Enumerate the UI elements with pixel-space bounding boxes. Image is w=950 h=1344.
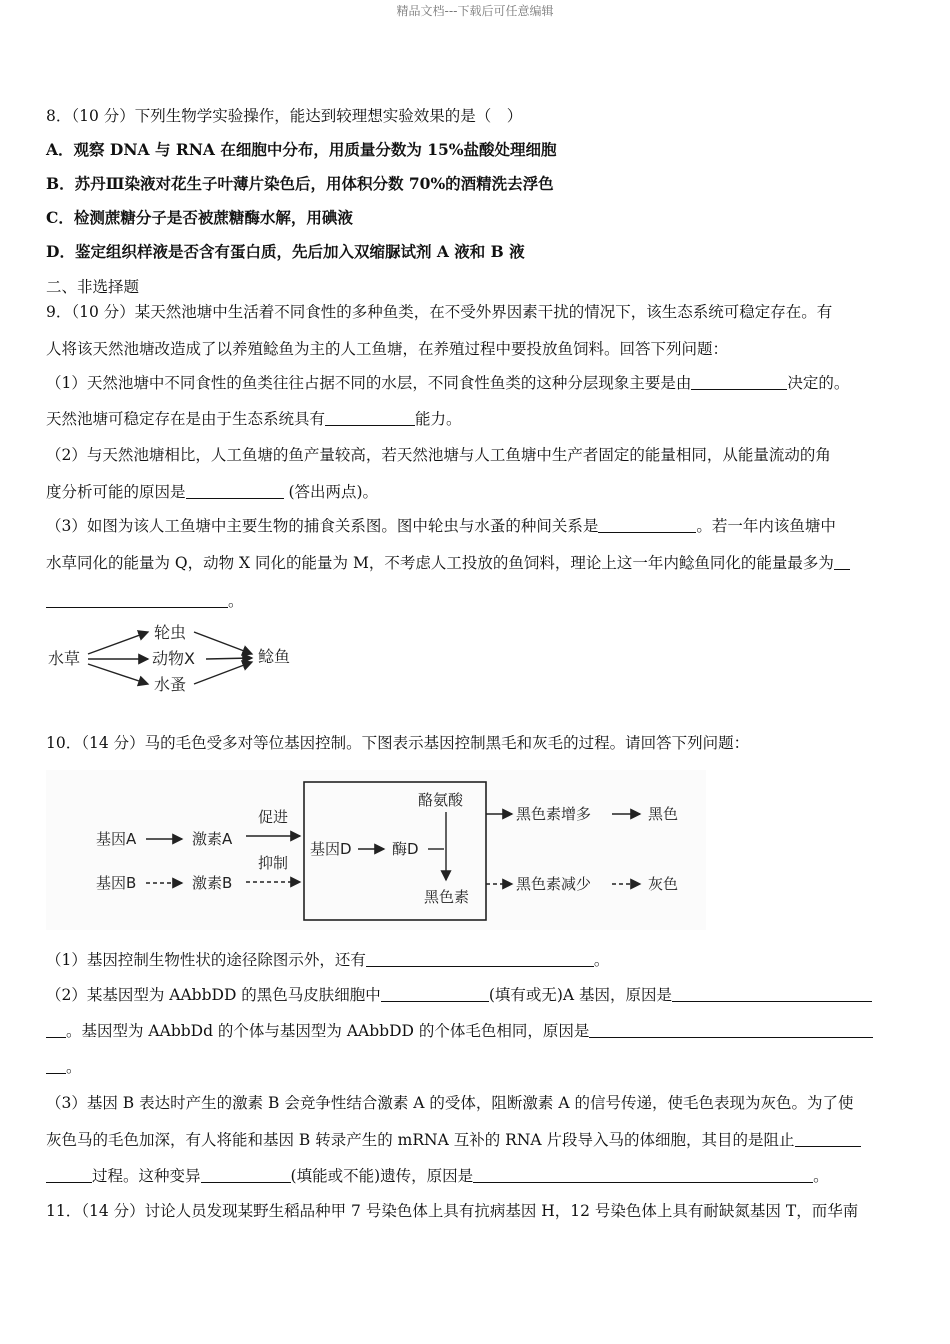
answer-blank[interactable] xyxy=(691,374,787,390)
q9-line-9 xyxy=(46,589,244,611)
arrow-plant-rotifer xyxy=(88,632,148,654)
diagram-background xyxy=(46,770,706,930)
answer-blank[interactable] xyxy=(381,986,489,1002)
gene-a-label: 基因A xyxy=(96,830,137,848)
node-daphnia: 水蚤 xyxy=(154,675,187,694)
answer-blank[interactable] xyxy=(186,483,284,499)
q10-line-3 xyxy=(46,1019,873,1041)
q9-line-6 xyxy=(46,480,378,502)
arrow-animal-x-catfish xyxy=(206,658,252,659)
answer-blank[interactable] xyxy=(795,1131,861,1147)
tyrosine-label: 酪氨酸 xyxy=(418,791,464,809)
q10-p3b-mid: (填能或不能)遗传，原因是 xyxy=(290,1167,474,1185)
answer-blank[interactable] xyxy=(834,554,850,570)
q10-line-1 xyxy=(46,948,609,970)
answer-blank[interactable] xyxy=(473,1167,813,1183)
answer-blank[interactable] xyxy=(46,592,228,608)
q8-option-b: B．苏丹Ⅲ染液对花生子叶薄片染色后，用体积分数 70%的酒精洗去浮色 xyxy=(46,174,554,193)
promote-label: 促进 xyxy=(258,808,289,826)
answer-blank[interactable] xyxy=(46,1058,66,1074)
answer-blank[interactable] xyxy=(366,951,594,967)
q10-stem: 10．（14 分）马的毛色受多对等位基因控制。下图表示基因控制黑毛和灰毛的过程。请回答下列问题： xyxy=(46,734,750,752)
q9-p3-tail: 。若一年内该鱼塘中 xyxy=(696,517,836,535)
answer-blank[interactable] xyxy=(325,410,415,426)
q10-p2b-text: 。基因型为 AAbbDd 的个体与基因型为 AAbbDD 的个体毛色相同，原因是 xyxy=(66,1022,590,1040)
section-title: 二、非选择题 xyxy=(46,278,140,296)
q9-line-1: 9．（10 分）某天然池塘中生活着不同食性的多种鱼类，在不受外界因素干扰的情况下，该生态系统可稳定存在。有 xyxy=(46,303,833,321)
q10-p2-mid: (填有或无)A 基因，原因是 xyxy=(488,986,673,1004)
node-water-plant: 水草 xyxy=(48,649,81,668)
q9-p3b-text: 水草同化的能量为 Q，动物 X 同化的能量为 M，不考虑人工投放的鱼饲料，理论上这一年内鲶鱼同化的能量最多为 xyxy=(46,554,834,572)
q10-p2b-tail: 。 xyxy=(66,1058,82,1076)
node-animal-x: 动物X xyxy=(152,649,195,668)
q10-line-2 xyxy=(46,983,872,1005)
q8-option-c: C．检测蔗糖分子是否被蔗糖酶水解，用碘液 xyxy=(46,208,353,227)
node-catfish: 鲶鱼 xyxy=(258,647,291,666)
q10-line-4 xyxy=(46,1055,82,1077)
more-melanin-label: 黑色素增多 xyxy=(516,805,592,823)
answer-blank[interactable] xyxy=(672,986,872,1002)
q8-stem: 8．（10 分）下列生物学实验操作，能达到较理想实验效果的是（ ） xyxy=(46,107,523,125)
q9-line-2: 人将该天然池塘改造成了以养殖鲶鱼为主的人工鱼塘，在养殖过程中要投放鱼饲料。回答下列问题： xyxy=(46,340,729,358)
q10-p1-text: （1）基因控制生物性状的途径除图示外，还有 xyxy=(46,951,366,969)
answer-blank[interactable] xyxy=(201,1167,291,1183)
arrow-plant-daphnia xyxy=(88,664,148,684)
q10-p3-text: 灰色马的毛色加深，有人将能和基因 B 转录产生的 mRNA 互补的 RNA 片段导入马的体细胞，其目的是阻止 xyxy=(46,1131,795,1149)
q9-line-4 xyxy=(46,407,462,429)
q9-p3b-tail: 。 xyxy=(228,592,244,610)
page-watermark: 精品文档---下载后可任意编辑 xyxy=(396,4,554,18)
node-rotifer: 轮虫 xyxy=(154,623,187,642)
q10-line-7 xyxy=(46,1164,829,1186)
answer-blank[interactable] xyxy=(46,1167,92,1183)
q10-p3b-text: 过程。这种变异 xyxy=(92,1167,201,1185)
q10-p1-tail: 。 xyxy=(593,951,610,969)
gray-label: 灰色 xyxy=(648,875,679,893)
less-melanin-label: 黑色素减少 xyxy=(516,875,592,893)
q9-p1b-tail: 能力。 xyxy=(415,410,462,428)
q9-p1-text: （1）天然池塘中不同食性的鱼类往往占据不同的水层，不同食性鱼类的这种分层现象主要是由 xyxy=(46,374,692,392)
answer-blank[interactable] xyxy=(598,517,696,533)
q9-p2-text: 度分析可能的原因是 xyxy=(46,483,186,501)
q10-line-5: （3）基因 B 表达时产生的激素 B 会竞争性结合激素 A 的受体，阻断激素 A 的信号传递，使毛色表现为灰色。为了使 xyxy=(46,1094,854,1112)
q9-line-7 xyxy=(46,514,836,536)
hormone-a-label: 激素A xyxy=(192,830,233,848)
enzyme-d-label: 酶D xyxy=(392,840,419,858)
q9-p1-tail: 决定的。 xyxy=(787,374,850,392)
q9-line-3 xyxy=(46,371,849,393)
q9-line-5: （2）与天然池塘相比，人工鱼塘的鱼产量较高，若天然池塘与人工鱼塘中生产者固定的能量相同，从能量流动的角 xyxy=(46,446,831,464)
arrow-rotifer-catfish xyxy=(194,632,252,654)
gene-d-label: 基因D xyxy=(310,840,352,858)
q10-p3b-tail: 。 xyxy=(813,1167,829,1185)
gene-b-label: 基因B xyxy=(96,874,137,892)
answer-blank[interactable] xyxy=(589,1022,873,1038)
inhibit-label: 抑制 xyxy=(258,854,289,872)
answer-blank[interactable] xyxy=(46,1022,66,1038)
q9-p1b-text: 天然池塘可稳定存在是由于生态系统具有 xyxy=(46,410,326,428)
black-label: 黑色 xyxy=(648,805,679,823)
q9-p2-tail: (答出两点)。 xyxy=(283,483,379,501)
food-web-diagram xyxy=(46,618,306,698)
q11-line-1: 11．（14 分）讨论人员发现某野生稻品种甲 7 号染色体上具有抗病基因 H，12 号染色体上具有耐缺氮基因 T，而华南 xyxy=(46,1202,859,1220)
q10-p2-text: （2）某基因型为 AAbbDD 的黑色马皮肤细胞中 xyxy=(46,986,381,1004)
q8-option-d: D．鉴定组织样液是否含有蛋白质，先后加入双缩脲试剂 A 液和 B 液 xyxy=(46,242,525,261)
q8-option-a: A．观察 DNA 与 RNA 在细胞中分布，用质量分数为 15%盐酸处理细胞 xyxy=(46,140,557,159)
gene-pathway-diagram xyxy=(46,770,706,930)
hormone-b-label: 激素B xyxy=(192,874,233,892)
q9-p3-text: （3）如图为该人工鱼塘中主要生物的捕食关系图。图中轮虫与水蚤的种间关系是 xyxy=(46,517,599,535)
arrow-daphnia-catfish xyxy=(194,662,252,684)
q10-line-6 xyxy=(46,1128,861,1150)
q9-line-8 xyxy=(46,551,850,573)
melanin-label: 黑色素 xyxy=(424,888,470,906)
